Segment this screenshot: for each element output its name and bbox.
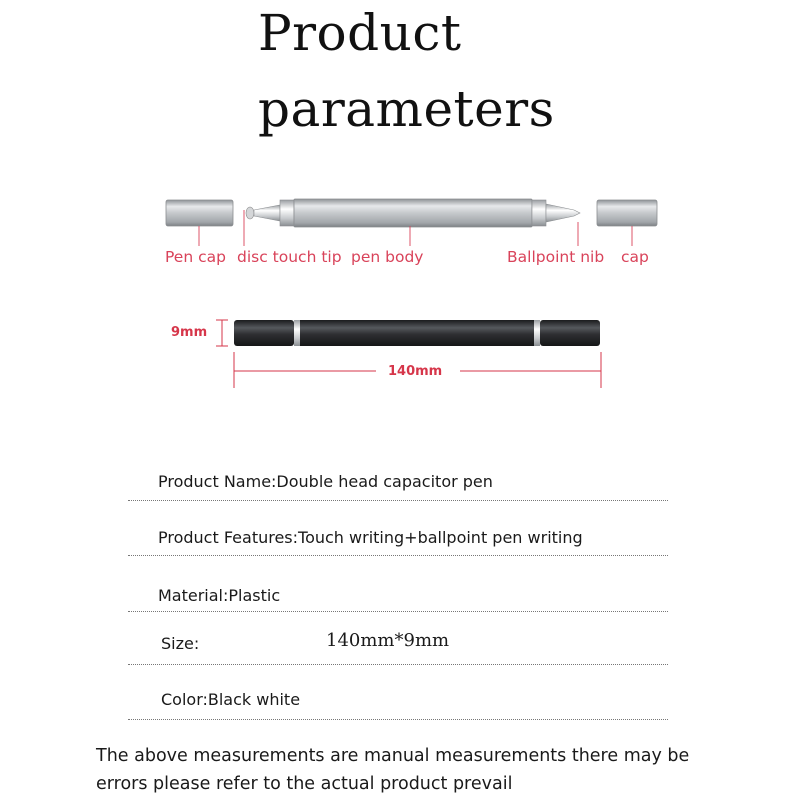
label-cap: cap (621, 248, 649, 266)
black-pen-ring-right (534, 320, 540, 346)
pen-cap-left (166, 200, 233, 226)
pen-cap-right (597, 200, 657, 226)
title-line-1: Product (258, 4, 462, 62)
divider (128, 664, 668, 665)
spec-product-features: Product Features:Touch writing+ballpoint pen writing (158, 528, 583, 547)
black-pen-ring-left (294, 320, 300, 346)
divider (128, 555, 668, 556)
footer-line-2: errors please refer to the actual product prevail (96, 774, 513, 794)
label-ballpoint-nib: Ballpoint nib (507, 248, 605, 266)
divider (128, 611, 668, 612)
chrome-ring-left (280, 200, 294, 226)
divider (128, 500, 668, 501)
black-pen-body (300, 320, 534, 346)
footer-note (96, 742, 786, 798)
spec-color: Color:Black white (161, 690, 301, 709)
spec-size-label: Size: (161, 634, 200, 653)
length-label: 140mm (388, 364, 443, 379)
divider (128, 719, 668, 720)
black-pen-cap-left (234, 320, 294, 346)
title-line-2: parameters (258, 80, 555, 138)
ballpoint-nib (546, 204, 580, 222)
chrome-ring-right (532, 200, 546, 226)
diameter-label: 9mm (171, 325, 208, 340)
label-pen-cap: Pen cap (165, 248, 226, 266)
footer-line-1: The above measurements are manual measurements there may be (96, 746, 690, 766)
spec-size-value: 140mm*9mm (326, 630, 450, 651)
label-disc-touch-tip: disc touch tip (237, 248, 342, 266)
pen-body (294, 199, 532, 227)
spec-product-name: Product Name:Double head capacitor pen (158, 472, 493, 491)
label-pen-body: pen body (351, 248, 424, 266)
disc-touch-tip (246, 205, 280, 221)
black-pen-cap-right (540, 320, 600, 346)
spec-material: Material:Plastic (158, 586, 281, 605)
